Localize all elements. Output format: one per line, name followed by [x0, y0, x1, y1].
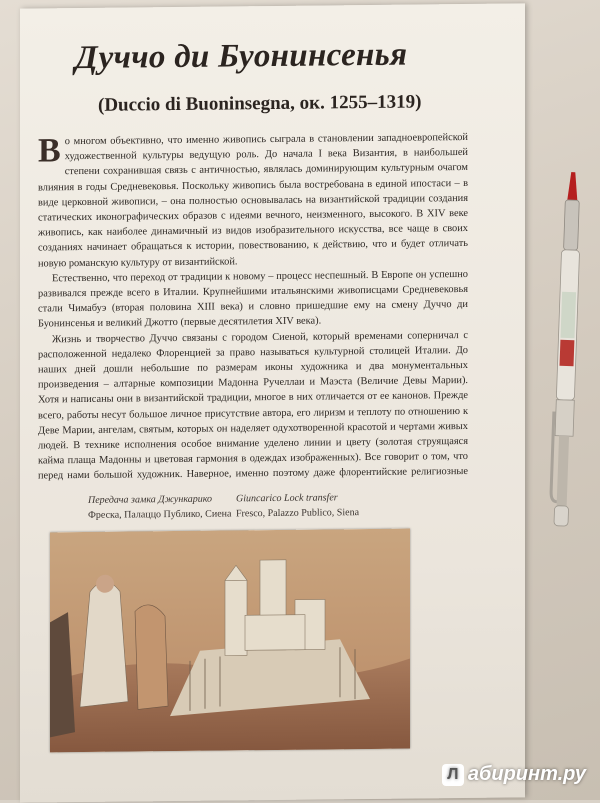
- paragraph-1: [38, 130, 468, 271]
- caption-en-title: Giuncarico Lock transfer: [236, 492, 338, 505]
- paragraph-2: Естественно, что переход от традиции к новому – процесс неспешный. В Европе он успешно развивался прежде всего в Италии. Крупнейшими итальянскими живописцами Средневековья стали Чимабуэ (вторая половина XIII века) и словно пришедшие ему на смену Дуччо ди Буонинсенья и великий Джотто (первые десятилетия XIV века).: [38, 268, 468, 330]
- book-page: [20, 3, 525, 802]
- watermark-text: абиринт.ру: [467, 763, 586, 785]
- article-body: [38, 130, 468, 485]
- paragraph-3: Жизнь и творчество Дуччо связаны с городом Сиеной, который временами соперничал с расположенной недалеко Флоренцией за право называться культурной столицей Италии. До наших дней дошли небольшие по размерам иконы художника и два монументальных произведения – алтарные композиции Мадонна Ручеллаи и Маэста (Величие Девы Марии). Хотя и написаны они в византийской традиции, многое в них отличается от ее канонов. Прежде всего, работы несут большое личное присутствие автора, его лиризм и теплоту по отношению к Деве Марии, ангелам, святым, которых он наделяет одухотворенной красотой и чертами живых людей. В технике исполнения особое внимание уделено линии и цвету (золотая струящаяся кайма плаща Мадонны и цветовая гармония в одеждах изображенных). Все говорит о том, что перед нами большой художник. Наверное, именно поэтому даже флорентийские религиозные: [38, 329, 468, 482]
- labirint-watermark: [442, 763, 586, 786]
- drop-cap: В: [38, 132, 61, 170]
- page-subtitle: (Duccio di Buoninsegna, ок. 1255–1319): [98, 91, 422, 116]
- page-title: Дуччо ди Буонинсенья: [75, 36, 408, 77]
- paragraph-1-text: о многом объективно, что именно живопись сыграла в становлении западноевропейской художественной культуры ведущую роль. До начала I века Византия, в наибольшей степени сохранившая связь с античностью, являлась доминирующим культурным очагом влияния в годы Средневековья. Поскольку живопись была востребована в единой ипостаси – в виде церковной живописи, – она полностью основывалась на византийской традиции создания статических иконографических образов с идеями вечного, неизменного, высокого. В XIV веке живопись, как наиболее динамичный из видов изобразительного искусства, все чаще в своих созданиях начинает обращаться к истории, повествованию, к действию, что и будет отличать новую романскую культуру от византийской.: [38, 131, 468, 270]
- fresco-image: [50, 529, 410, 753]
- watermark-logo-icon: Л: [442, 764, 464, 786]
- caption-en-detail: Fresco, Palazzo Publico, Siena: [236, 507, 360, 520]
- caption-ru-detail: Фреска, Палаццо Публико, Сиена: [88, 508, 232, 521]
- caption-ru-title: Передача замка Джункарико: [88, 493, 213, 506]
